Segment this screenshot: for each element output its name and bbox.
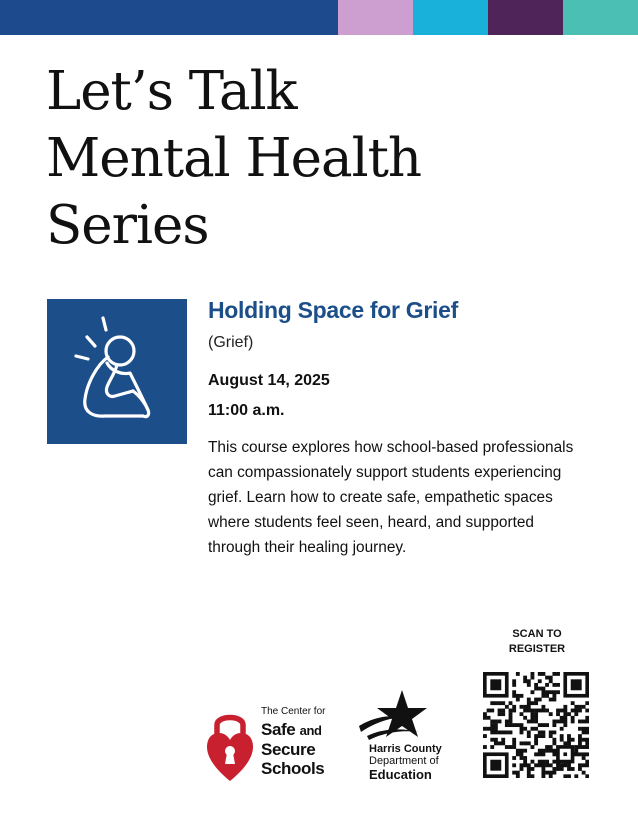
center-logo-secure: Secure [261, 740, 316, 759]
series-title-line-3: Series [46, 195, 209, 256]
header-bar-segment-teal [563, 0, 638, 35]
series-title-line-2: Mental Health [46, 128, 422, 189]
scan-label-line-1: SCAN TO [512, 628, 562, 640]
event-date: August 14, 2025 [208, 372, 330, 389]
center-logo-and: and [299, 723, 322, 738]
event-topic-tag: (Grief) [208, 334, 254, 351]
event-title: Holding Space for Grief [208, 297, 458, 323]
scan-to-register-label [486, 627, 588, 657]
harris-logo-line-1: Harris County [369, 743, 442, 755]
harris-logo-line-3: Education [369, 767, 432, 782]
grieving-person-icon [47, 299, 187, 444]
series-title-line-1: Let’s Talk [46, 61, 297, 122]
center-safe-secure-schools-logo [207, 707, 337, 783]
star-swoosh-icon [357, 688, 439, 744]
center-logo-line-1: The Center for [261, 706, 326, 717]
color-header-bar [0, 0, 638, 35]
center-logo-safe: Safe [261, 720, 296, 739]
header-bar-segment-purple [488, 0, 563, 35]
event-description: This course explores how school-based professionals can compassionately support students experiencing grief. Learn how to create safe, empathetic spaces where students feel seen, heard, and supported through their healing journey. [208, 439, 574, 556]
harris-county-logo [357, 688, 457, 783]
harris-logo-line-2: Department of [369, 755, 439, 767]
scan-label-line-2: REGISTER [508, 643, 566, 655]
header-bar-segment-cyan [413, 0, 488, 35]
header-bar-segment-lavender [338, 0, 413, 35]
event-time: 11:00 a.m. [208, 402, 285, 419]
padlock-heart-icon [207, 709, 253, 781]
header-bar-segment-blue [0, 0, 338, 35]
series-title [46, 58, 421, 259]
qr-code-icon[interactable] [483, 672, 589, 778]
center-logo-schools: Schools [261, 759, 325, 778]
